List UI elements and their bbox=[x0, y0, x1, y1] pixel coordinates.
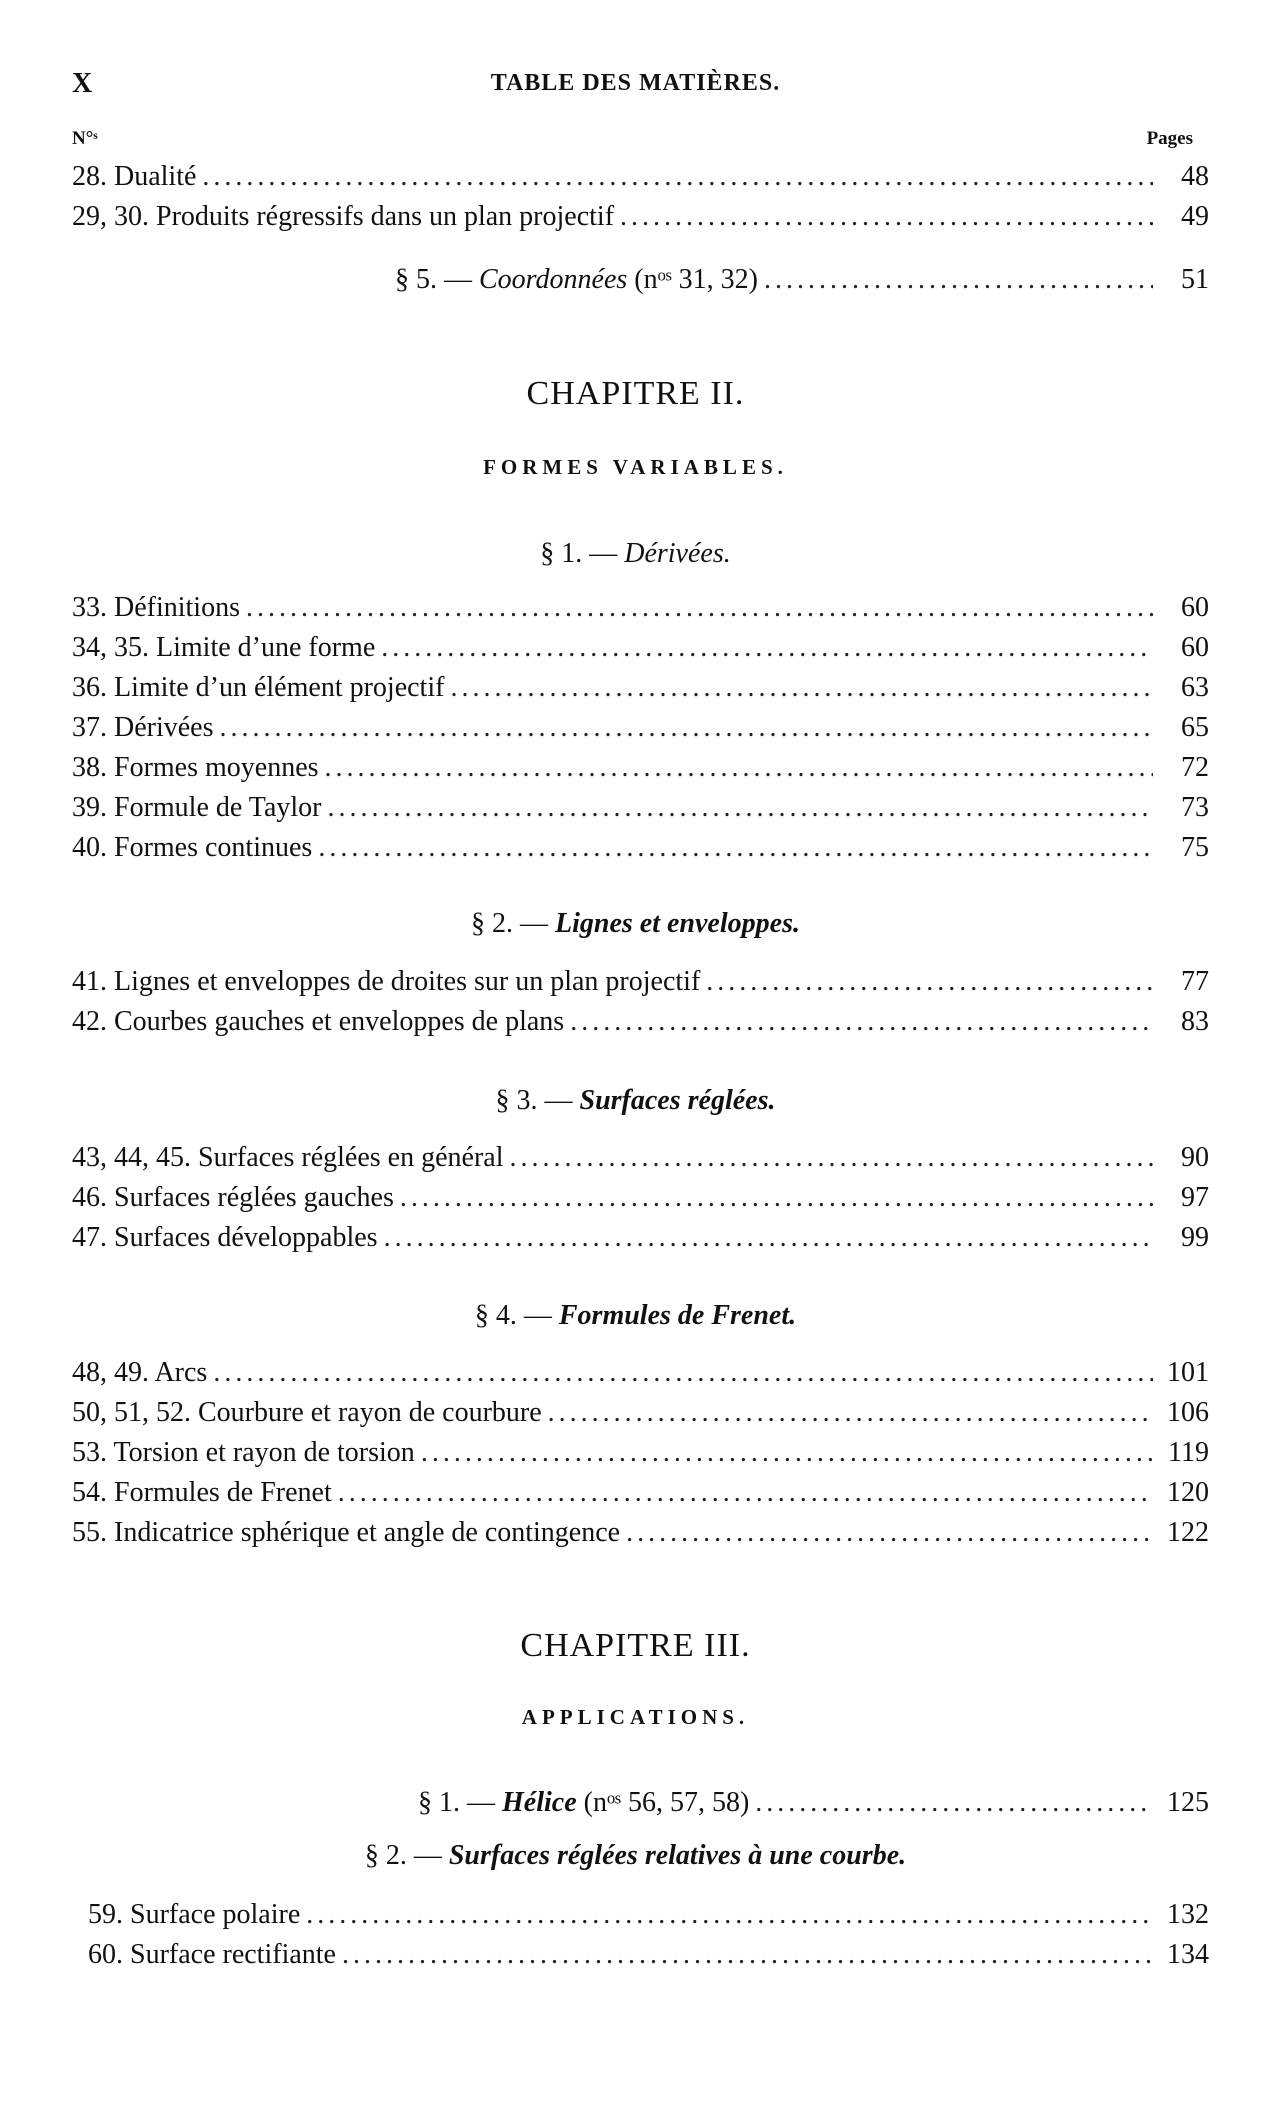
entry-page: 99 bbox=[1181, 1222, 1209, 1253]
pages-column-header: Pages bbox=[1146, 128, 1193, 149]
entry-page: 48 bbox=[1181, 161, 1209, 192]
toc-entry bbox=[72, 748, 1209, 788]
dot-leader bbox=[381, 628, 1153, 668]
toc-entry bbox=[72, 668, 1209, 708]
section-heading: § 3. — Surfaces réglées. bbox=[495, 1085, 776, 1116]
dot-leader bbox=[342, 1935, 1153, 1975]
section-heading: § 2. — Surfaces réglées relatives à une courbe. bbox=[364, 1840, 907, 1871]
numbers-column-header: N°ˢ bbox=[72, 128, 98, 149]
entry-page: 134 bbox=[1167, 1939, 1209, 1970]
entry-label: 42. Courbes gauches et enveloppes de plans bbox=[72, 1006, 565, 1037]
entry-page: 72 bbox=[1181, 752, 1209, 783]
toc-entry bbox=[72, 828, 1209, 868]
section-heading: § 2. — Lignes et enveloppes. bbox=[471, 908, 800, 939]
toc-entry bbox=[72, 1002, 1209, 1042]
entry-page: 51 bbox=[1181, 264, 1209, 295]
dot-leader bbox=[510, 1138, 1154, 1178]
toc-entry bbox=[72, 708, 1209, 748]
dot-leader bbox=[220, 708, 1153, 748]
entry-page: 97 bbox=[1181, 1182, 1209, 1213]
entry-label: 53. Torsion et rayon de torsion bbox=[72, 1437, 415, 1468]
dot-leader bbox=[620, 197, 1153, 237]
dot-leader bbox=[246, 588, 1153, 628]
toc-entry bbox=[72, 962, 1209, 1002]
page-title: TABLE DES MATIÈRES. bbox=[490, 70, 781, 96]
chapter-heading: CHAPITRE III. bbox=[520, 1627, 751, 1664]
entry-page: 77 bbox=[1181, 966, 1209, 997]
toc-entry bbox=[88, 1895, 1209, 1935]
toc-entry bbox=[72, 1353, 1209, 1393]
entry-label: 48, 49. Arcs bbox=[72, 1357, 208, 1388]
dot-leader bbox=[338, 1473, 1153, 1513]
chapter-heading: CHAPITRE II. bbox=[526, 375, 745, 412]
toc-entry bbox=[72, 1513, 1209, 1553]
entry-page: 60 bbox=[1181, 592, 1209, 623]
dot-leader bbox=[400, 1178, 1153, 1218]
dot-leader bbox=[706, 962, 1153, 1002]
dot-leader bbox=[213, 1353, 1153, 1393]
toc-entry bbox=[72, 788, 1209, 828]
section-label: § 1. — Hélice (nᵒˢ 56, 57, 58) bbox=[418, 1787, 750, 1818]
toc-entry bbox=[72, 1218, 1209, 1258]
entry-label: 46. Surfaces réglées gauches bbox=[72, 1182, 394, 1213]
entry-label: 55. Indicatrice sphérique et angle de contingence bbox=[72, 1517, 621, 1548]
section-entry bbox=[395, 260, 1209, 300]
dot-leader bbox=[548, 1393, 1153, 1433]
dot-leader bbox=[325, 748, 1153, 788]
dot-leader bbox=[755, 1783, 1153, 1823]
section-label: § 5. — Coordonnées (nᵒˢ 31, 32) bbox=[395, 264, 758, 295]
entry-label: 54. Formules de Frenet bbox=[72, 1477, 332, 1508]
dot-leader bbox=[202, 157, 1153, 197]
entry-label: 28. Dualité bbox=[72, 161, 197, 192]
toc-entry bbox=[72, 1138, 1209, 1178]
entry-page: 125 bbox=[1167, 1787, 1209, 1818]
entry-page: 65 bbox=[1181, 712, 1209, 743]
section-entry bbox=[418, 1783, 1209, 1823]
entry-page: 60 bbox=[1181, 632, 1209, 663]
entry-page: 122 bbox=[1167, 1517, 1209, 1548]
chapter-subtitle: APPLICATIONS. bbox=[521, 1705, 750, 1729]
dot-leader bbox=[318, 828, 1153, 868]
page-folio: X bbox=[72, 68, 93, 99]
toc-entry bbox=[72, 197, 1209, 237]
entry-label: 40. Formes continues bbox=[72, 832, 313, 863]
entry-label: 50, 51, 52. Courbure et rayon de courbure bbox=[72, 1397, 542, 1428]
entry-label: 47. Surfaces développables bbox=[72, 1222, 378, 1253]
toc-entry bbox=[88, 1935, 1209, 1975]
entry-page: 106 bbox=[1167, 1397, 1209, 1428]
entry-label: 59. Surface polaire bbox=[88, 1899, 301, 1930]
dot-leader bbox=[384, 1218, 1153, 1258]
toc-entry bbox=[72, 1178, 1209, 1218]
entry-label: 41. Lignes et enveloppes de droites sur un plan projectif bbox=[72, 966, 701, 997]
dot-leader bbox=[570, 1002, 1153, 1042]
entry-label: 36. Limite d’un élément projectif bbox=[72, 672, 445, 703]
toc-entry bbox=[72, 1393, 1209, 1433]
entry-label: 34, 35. Limite d’une forme bbox=[72, 632, 376, 663]
section-heading: § 4. — Formules de Frenet. bbox=[474, 1300, 797, 1331]
entry-label: 37. Dérivées bbox=[72, 712, 214, 743]
entry-label: 39. Formule de Taylor bbox=[72, 792, 322, 823]
entry-label: 29, 30. Produits régressifs dans un plan projectif bbox=[72, 201, 615, 232]
dot-leader bbox=[327, 788, 1153, 828]
entry-page: 101 bbox=[1167, 1357, 1209, 1388]
entry-label: 33. Définitions bbox=[72, 592, 240, 623]
dot-leader bbox=[626, 1513, 1153, 1553]
toc-entry bbox=[72, 157, 1209, 197]
chapter-subtitle: FORMES VARIABLES. bbox=[483, 455, 788, 479]
dot-leader bbox=[450, 668, 1153, 708]
entry-page: 63 bbox=[1181, 672, 1209, 703]
toc-entry bbox=[72, 628, 1209, 668]
entry-page: 49 bbox=[1181, 201, 1209, 232]
entry-label: 43, 44, 45. Surfaces réglées en général bbox=[72, 1142, 504, 1173]
entry-page: 119 bbox=[1168, 1437, 1209, 1468]
entry-label: 38. Formes moyennes bbox=[72, 752, 319, 783]
toc-entry bbox=[72, 588, 1209, 628]
column-headers bbox=[72, 128, 1199, 156]
running-head bbox=[72, 68, 1199, 108]
toc-entry bbox=[72, 1433, 1209, 1473]
section-heading: § 1. — Dérivées. bbox=[540, 538, 731, 569]
dot-leader bbox=[421, 1433, 1153, 1473]
dot-leader bbox=[306, 1895, 1153, 1935]
entry-label: 60. Surface rectifiante bbox=[88, 1939, 336, 1970]
toc-entry bbox=[72, 1473, 1209, 1513]
entry-page: 83 bbox=[1181, 1006, 1209, 1037]
entry-page: 120 bbox=[1167, 1477, 1209, 1508]
entry-page: 75 bbox=[1181, 832, 1209, 863]
entry-page: 90 bbox=[1181, 1142, 1209, 1173]
entry-page: 132 bbox=[1167, 1899, 1209, 1930]
dot-leader bbox=[764, 260, 1153, 300]
entry-page: 73 bbox=[1181, 792, 1209, 823]
